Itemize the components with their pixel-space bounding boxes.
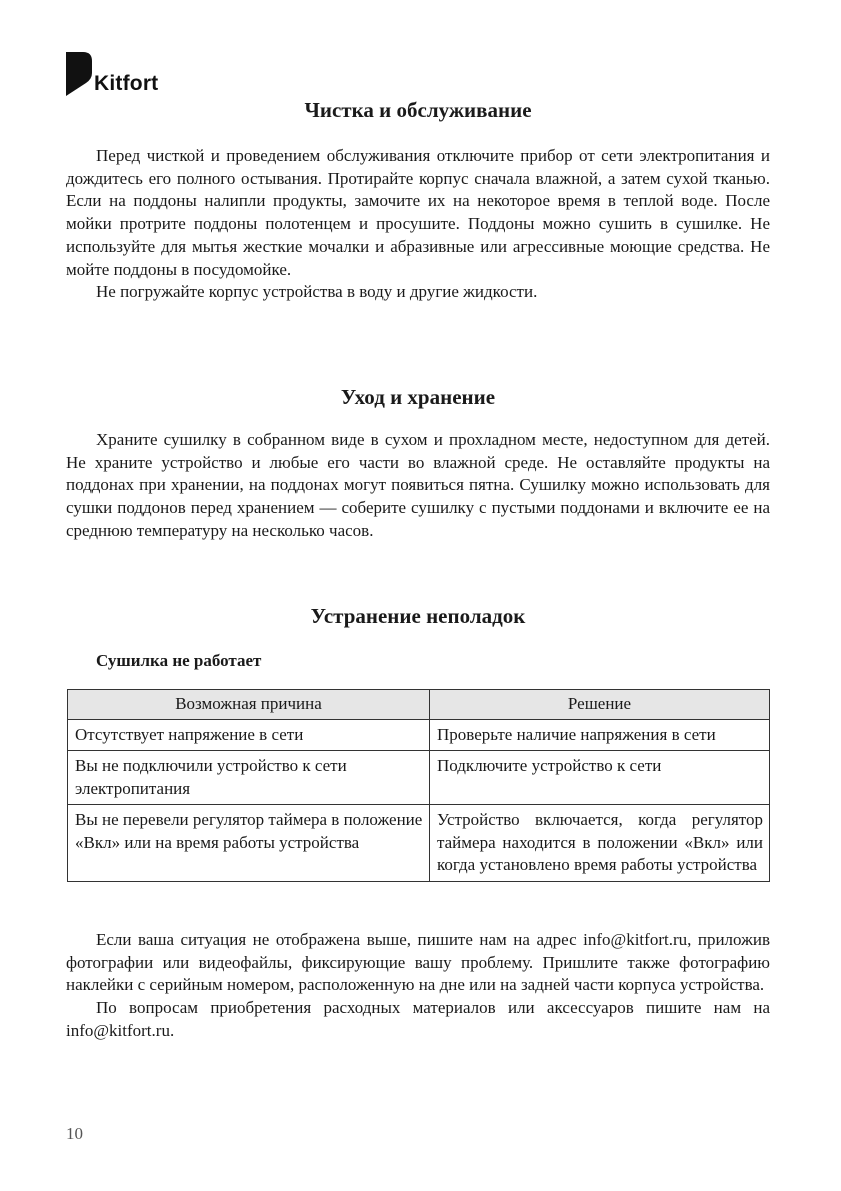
column-header-solution: Решение [430,690,770,720]
table-cell-cause: Отсутствует напряжение в сети [68,719,430,751]
table-header-row [68,690,770,720]
section-title: Уход и хранение [340,385,496,409]
kitfort-flag-icon [66,52,92,96]
paragraph: Не погружайте корпус устройства в воду и другие жидкости. [96,282,538,302]
column-header-cause: Возможная причина [68,690,430,720]
troubleshooting-text [66,929,770,1043]
paragraph: По вопросам приобретения расходных материалов или аксессуаров пишите нам на info@kitfort.ru. [66,998,770,1040]
section-cleaning [66,96,770,124]
section-title: Чистка и обслуживание [304,98,532,122]
cleaning-text [66,145,770,304]
storage-text [66,429,770,543]
section-storage [66,383,770,411]
table-row [68,719,770,751]
table-cell-cause: Вы не перевели регулятор таймера в положение «Вкл» или на время работы устройства [68,805,430,882]
table-cell-cause: Вы не подключили устройство к сети электропитания [68,751,430,805]
table-row [68,751,770,805]
subsection-title: Сушилка не работает [96,651,262,670]
paragraph: Перед чисткой и проведением обслуживания отключите прибор от сети электропитания и дождитесь его полного остывания. Протирайте корпус сначала влажной, а затем сухой тканью. Если на поддоны налипли продукты, замочите их на некоторое время в теплой воде. После мойки протрите поддоны полотенцем и просушите. Поддоны можно сушить в сушилке. Не используйте для мытья жесткие мочалки и абразивные или агрессивные моющие средства. Не мойте поддоны в посудомойке. [66,146,770,279]
section-troubleshooting [66,602,770,630]
troubleshooting-subtitle-wrap [66,650,770,672]
troubleshooting-table [67,689,770,882]
table-cell-solution: Проверьте наличие напряжения в сети [430,719,770,751]
table-row [68,805,770,882]
section-title: Устранение неполадок [310,604,526,628]
brand-name: Kitfort [94,72,159,95]
paragraph: Если ваша ситуация не отображена выше, пишите нам на адрес info@kitfort.ru, приложив фотографии или видеофайлы, фиксирующие вашу проблему. Пришлите также фотографию наклейки с серийным номером, расположенную на дне или на задней части корпуса устройства. [66,930,770,995]
table-cell-solution: Подключите устройство к сети [430,751,770,805]
page-number: 10 [66,1124,83,1143]
paragraph: Храните сушилку в собранном виде в сухом и прохладном месте, недоступном для детей. Не храните устройство и любые его части во влажной среде. Не оставляйте продукты на поддонах при хранении, на поддонах могут появиться пятна. Сушилку можно использовать для сушки поддонов перед хранением — соберите сушилку с пустыми поддонами и включите ее на среднюю температуру на несколько часов. [66,430,770,540]
brand-logo [66,52,158,96]
table-cell-solution: Устройство включается, когда регулятор таймера находится в положении «Вкл» или когда установлено время работы устройства [430,805,770,882]
